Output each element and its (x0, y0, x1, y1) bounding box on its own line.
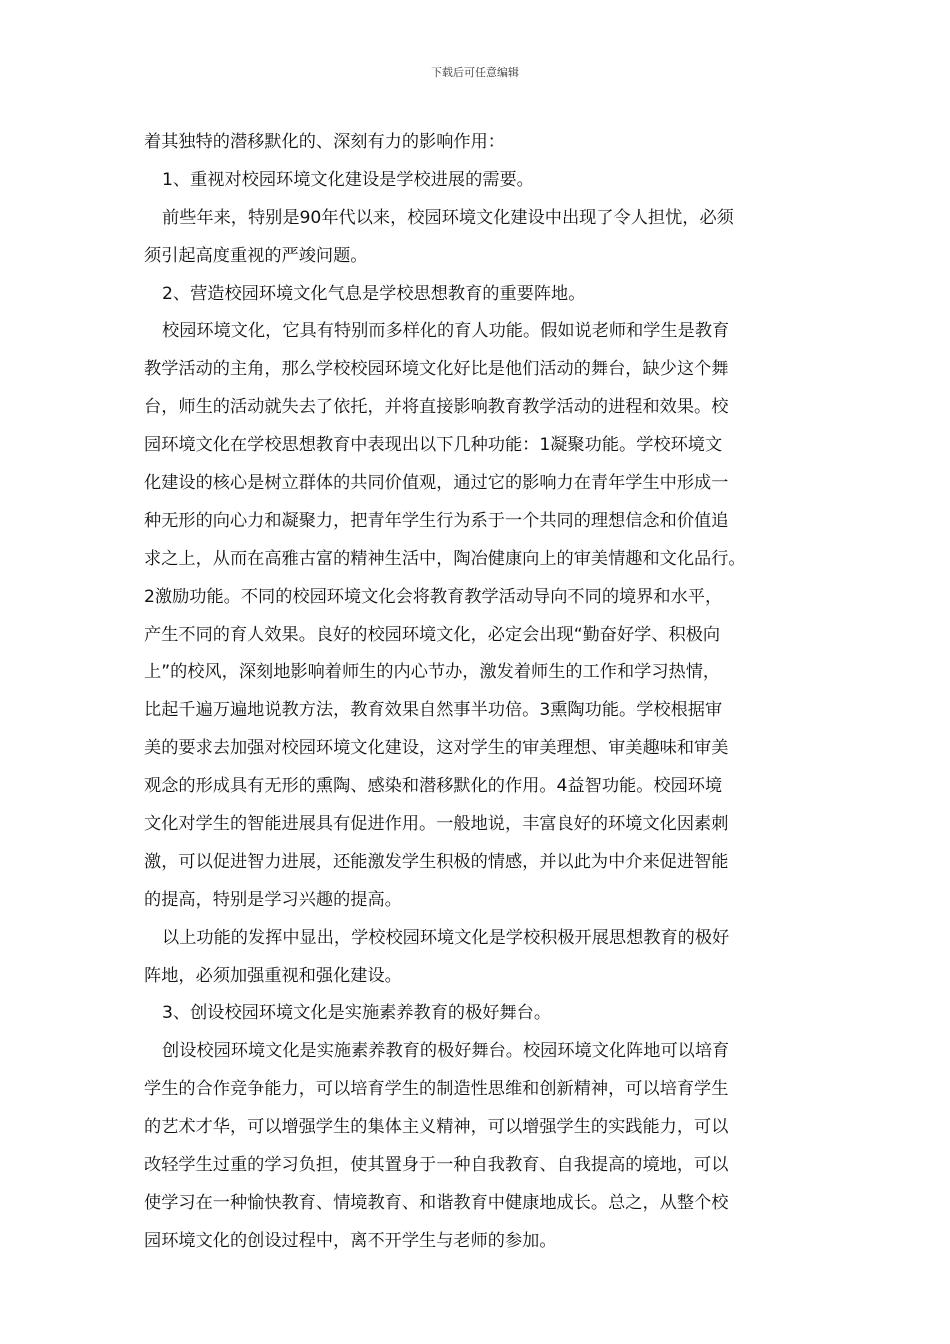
text-line: 以上功能的发挥中显出，学校校园环境文化是学校积极开展思想教育的极好 (162, 927, 730, 948)
text-line: 使学习在一种愉快教育、情境教育、和谐教育中健康地成长。总之，从整个校 (144, 1192, 729, 1213)
text-line: 着其独特的潜移默化的、深刻有力的影响作用： (144, 132, 505, 152)
text-line: 须引起高度重视的严竣问题。 (144, 245, 368, 266)
text-line: 激，可以促进智力进展，还能激发学生积极的情感，并以此为中介来促进智能 (144, 851, 729, 872)
text-line: 2激励功能。不同的校园环境文化会将教育教学活动导向不同的境界和水平， (144, 586, 723, 607)
text-line: 改轻学生过重的学习负担，使其置身于一种自我教育、自我提高的境地，可以 (144, 1155, 729, 1176)
text-line: 上”的校风，深刻地影响着师生的内心节办，激发着师生的工作和学习热情， (144, 662, 721, 683)
text-line: 求之上，从而在高雅古富的精神生活中，陶冶健康向上的审美情趣和文化品行。 (144, 548, 746, 569)
text-line: 台，师生的活动就失去了依托，并将直接影响教育教学活动的进程和效果。校 (144, 397, 729, 418)
text-line: 3、创设校园环境文化是实施素养教育的极好舞台。 (162, 1003, 552, 1024)
text-line: 的艺术才华，可以增强学生的集体主义精神，可以增强学生的实践能力，可以 (144, 1117, 729, 1138)
text-line: 美的要求去加强对校园环境文化建设，这对学生的审美理想、审美趣味和审美 (144, 738, 729, 759)
document-body (144, 124, 820, 1261)
text-line: 阵地，必须加强重视和强化建设。 (144, 965, 402, 986)
text-line: 2、营造校园环境文化气息是学校思想教育的重要阵地。 (162, 283, 586, 304)
text-line: 比起千遍万遍地说教方法，教育效果自然事半功倍。3熏陶功能。学校根据审 (144, 700, 723, 721)
text-line: 园环境文化的创设过程中，离不开学生与老师的参加。 (144, 1230, 557, 1251)
text-line: 观念的形成具有无形的熏陶、感染和潜移默化的作用。4益智功能。校园环境 (144, 776, 723, 797)
text-line: 校园环境文化，它具有特别而多样化的育人功能。假如说老师和学生是教育 (162, 321, 730, 342)
text-line: 产生不同的育人效果。良好的校园环境文化，必定会出现“勤奋好学、积极向 (144, 624, 721, 645)
text-line: 前些年来，特别是90年代以来，校园环境文化建设中出现了令人担忧，必须 (162, 207, 734, 228)
text-line: 园环境文化在学校思想教育中表现出以下几种功能：1凝聚功能。学校环境文 (144, 435, 723, 456)
text-line: 化建设的核心是树立群体的共同价值观，通过它的影响力在青年学生中形成一 (144, 473, 729, 494)
text-line: 学生的合作竞争能力，可以培育学生的制造性思维和创新精神，可以培育学生 (144, 1079, 729, 1100)
page-header: 下载后可任意编辑 (431, 66, 519, 79)
text-line: 种无形的向心力和凝聚力，把青年学生行为系于一个共同的理想信念和价值追 (144, 510, 729, 531)
text-line: 教学活动的主角，那么学校校园环境文化好比是他们活动的舞台，缺少这个舞 (144, 359, 729, 380)
text-line: 创设校园环境文化是实施素养教育的极好舞台。校园环境文化阵地可以培育 (162, 1041, 730, 1062)
text-line: 1、重视对校园环境文化建设是学校进展的需要。 (162, 169, 534, 190)
text-line: 的提高，特别是学习兴趣的提高。 (144, 889, 402, 910)
text-line: 文化对学生的智能进展具有促进作用。一般地说，丰富良好的环境文化因素刺 (144, 814, 729, 835)
